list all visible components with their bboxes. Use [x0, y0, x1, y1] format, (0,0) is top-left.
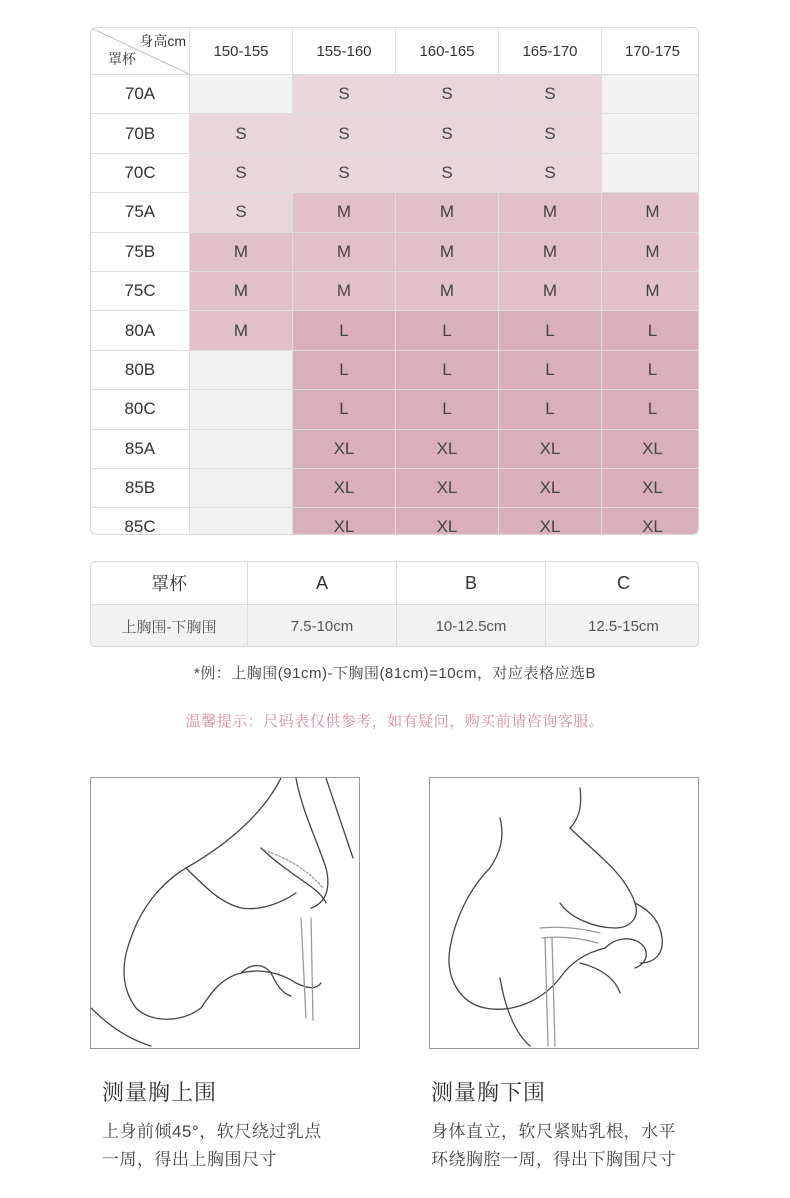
size-cell: M — [293, 193, 395, 231]
size-cell: L — [396, 311, 498, 349]
size-cell: XL — [602, 469, 699, 507]
size-cell: L — [396, 390, 498, 428]
cup-row-header: 80C — [91, 390, 189, 428]
size-cell: M — [396, 233, 498, 271]
cup-b-range: 10-12.5cm — [397, 605, 545, 647]
size-cell: L — [499, 351, 601, 389]
height-column-header: 170-175 — [602, 28, 699, 74]
cup-b-header: B — [397, 562, 545, 604]
size-cell: XL — [396, 469, 498, 507]
cup-difference-table — [90, 561, 699, 647]
size-cell — [190, 508, 292, 535]
cup-row-header: 70C — [91, 154, 189, 192]
difference-row-label: 上胸围-下胸围 — [91, 605, 247, 647]
size-cell: M — [293, 233, 395, 271]
measure-upper-desc — [102, 1118, 382, 1174]
size-cell: XL — [499, 469, 601, 507]
size-cell — [602, 75, 699, 113]
size-cell: M — [190, 272, 292, 310]
size-cell: S — [190, 193, 292, 231]
size-cell: XL — [396, 430, 498, 468]
size-cell: M — [396, 272, 498, 310]
table-corner-header — [91, 28, 189, 74]
size-cell: S — [190, 154, 292, 192]
cup-row-header: 70B — [91, 114, 189, 152]
size-cell: L — [602, 351, 699, 389]
size-cell: M — [190, 311, 292, 349]
height-column-header: 155-160 — [293, 28, 395, 74]
size-cell: S — [396, 75, 498, 113]
cup-row-header: 80A — [91, 311, 189, 349]
size-cell: L — [396, 351, 498, 389]
cup-header-label: 罩杯 — [91, 562, 247, 604]
cup-row-header: 75B — [91, 233, 189, 271]
measure-upper-title: 测量胸上围 — [102, 1080, 218, 1105]
size-cell: XL — [499, 430, 601, 468]
under-bust-illustration — [429, 777, 699, 1049]
height-column-header: 165-170 — [499, 28, 601, 74]
size-cell: S — [293, 114, 395, 152]
measure-upper-desc-line1: 上身前倾45°，软尺绕过乳点 — [102, 1122, 322, 1141]
cup-row-header: 85C — [91, 508, 189, 535]
size-cell: M — [602, 233, 699, 271]
cup-row-header: 75A — [91, 193, 189, 231]
size-cell: L — [499, 390, 601, 428]
size-cell: L — [602, 390, 699, 428]
cup-c-header: C — [546, 562, 699, 604]
size-cell: M — [602, 272, 699, 310]
size-cell: S — [293, 75, 395, 113]
size-cell: XL — [499, 508, 601, 535]
size-cell: L — [293, 390, 395, 428]
size-cell: L — [602, 311, 699, 349]
size-cell: S — [190, 114, 292, 152]
upper-bust-illustration — [90, 777, 360, 1049]
size-cell: XL — [602, 430, 699, 468]
size-cell — [602, 154, 699, 192]
size-cell: XL — [602, 508, 699, 535]
size-chart-table — [90, 27, 699, 535]
example-note: *例：上胸围(91cm)-下胸围(81cm)=10cm，对应表格应选B — [193, 665, 597, 682]
size-cell: S — [396, 154, 498, 192]
height-axis-label: 身高cm — [139, 33, 186, 49]
size-cell: XL — [293, 430, 395, 468]
cup-c-range: 12.5-15cm — [546, 605, 699, 647]
cup-row-header: 70A — [91, 75, 189, 113]
measure-lower-title: 测量胸下围 — [431, 1080, 547, 1105]
size-cell: XL — [293, 508, 395, 535]
size-cell: M — [499, 272, 601, 310]
size-cell: S — [293, 154, 395, 192]
size-cell: M — [499, 233, 601, 271]
height-column-header: 160-165 — [396, 28, 498, 74]
cup-row-header: 85B — [91, 469, 189, 507]
measure-upper-desc-line2: 一周，得出上胸围尺寸 — [102, 1150, 277, 1169]
size-cell: S — [499, 114, 601, 152]
size-cell — [190, 390, 292, 428]
size-cell: L — [293, 311, 395, 349]
cup-row-header: 75C — [91, 272, 189, 310]
measure-lower-desc — [431, 1118, 731, 1174]
size-cell: M — [293, 272, 395, 310]
height-column-header: 150-155 — [190, 28, 292, 74]
cup-row-header: 80B — [91, 351, 189, 389]
size-cell: M — [190, 233, 292, 271]
size-cell: XL — [293, 469, 395, 507]
size-cell: S — [499, 154, 601, 192]
size-cell: L — [499, 311, 601, 349]
cup-axis-label: 罩杯 — [108, 51, 136, 67]
size-cell: S — [499, 75, 601, 113]
cup-a-header: A — [248, 562, 396, 604]
size-cell: M — [396, 193, 498, 231]
size-cell — [190, 430, 292, 468]
size-cell: M — [602, 193, 699, 231]
size-cell — [190, 75, 292, 113]
cup-a-range: 7.5-10cm — [248, 605, 396, 647]
measure-lower-desc-line1: 身体直立，软尺紧贴乳根，水平 — [431, 1122, 676, 1141]
cup-row-header: 85A — [91, 430, 189, 468]
size-cell: XL — [396, 508, 498, 535]
warm-tip: 温馨提示：尺码表仅供参考，如有疑问，购买前请咨询客服。 — [185, 713, 605, 730]
size-cell — [190, 351, 292, 389]
size-cell — [190, 469, 292, 507]
measure-lower-desc-line2: 环绕胸腔一周，得出下胸围尺寸 — [431, 1150, 676, 1169]
size-cell: S — [396, 114, 498, 152]
size-cell — [602, 114, 699, 152]
size-cell: L — [293, 351, 395, 389]
size-cell: M — [499, 193, 601, 231]
